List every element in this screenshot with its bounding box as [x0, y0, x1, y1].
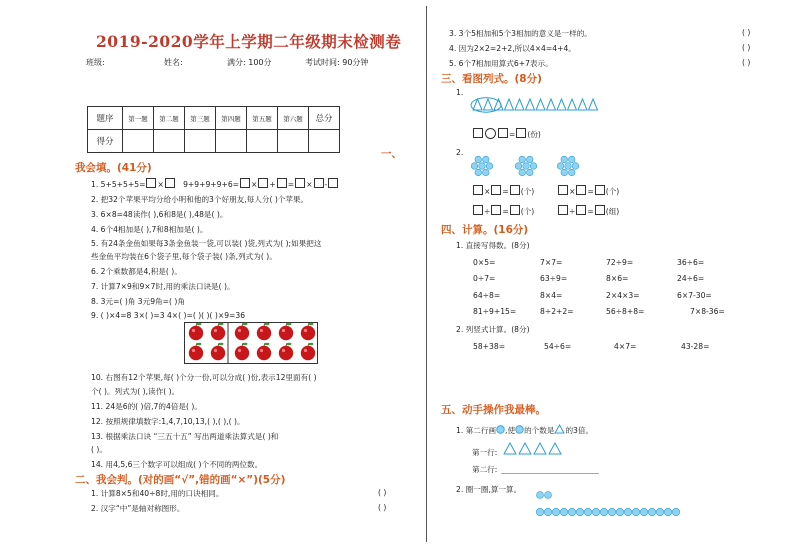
vertical-calc-item: 54÷6=	[544, 342, 572, 351]
triangle-icon	[505, 99, 514, 110]
judge-1: 1. 计算8×5和40÷8时,用的口诀相同。	[91, 489, 224, 498]
calc-item: 8×6=	[606, 274, 629, 283]
picture-1-label: 1.	[456, 88, 464, 97]
question-11: 11. 24是6的( )倍,7的4倍是( )。	[91, 402, 202, 411]
calc-item: 7×7=	[540, 258, 563, 267]
picture-2-equation-3: ÷ = (个)	[472, 205, 534, 217]
vertical-calc-item: 4×7=	[614, 342, 637, 351]
question-10b: 个( )。列式为( ),读作( )。	[91, 387, 180, 396]
judge-1-answer[interactable]: ( )	[378, 488, 387, 497]
apple-icon	[301, 343, 315, 360]
triangle-icon	[534, 443, 546, 454]
apple-icon	[189, 323, 203, 340]
score-header: 第五题	[247, 107, 278, 130]
dot-icon	[537, 492, 544, 499]
calc-item: 81÷9+15=	[473, 307, 517, 316]
apples-image	[184, 322, 318, 364]
picture-2-equation-2: × = (个)	[557, 185, 619, 197]
operation-1: 1. 第二行画 ,使 的个数是 的3倍。	[456, 426, 594, 435]
apple-icon	[235, 343, 249, 360]
score-header: 第二题	[154, 107, 185, 130]
dot-icon	[545, 492, 552, 499]
section-4-title: 四、计算。(16分)	[441, 224, 529, 236]
judge-5-answer[interactable]: ( )	[742, 58, 751, 67]
dot-icon	[608, 508, 615, 515]
section-3-title: 三、看图列式。(8分)	[441, 73, 542, 85]
calc-item: 8×4=	[540, 291, 563, 300]
score-cell[interactable]	[216, 130, 247, 153]
apple-icon	[235, 323, 249, 340]
question-5b: 些金鱼平均装在6个袋子里,每个袋子装( )条,列式为( )。	[91, 252, 277, 261]
score-cell[interactable]	[185, 130, 216, 153]
score-header: 第四题	[216, 107, 247, 130]
question-6: 6. 2个乘数都是4,积是( )。	[91, 267, 182, 276]
question-8: 8. 3元=( )角 3元9角=( )角	[91, 297, 185, 306]
page-title: 2019-2020学年上学期二年级期末检测卷	[96, 32, 402, 51]
calc-item: 36÷6=	[677, 258, 705, 267]
score-cell[interactable]	[154, 130, 185, 153]
apple-icon	[301, 323, 315, 340]
calc-item: 64÷8=	[473, 291, 501, 300]
full-score: 满分: 100分	[227, 58, 272, 67]
score-header: 第一题	[123, 107, 154, 130]
calc-item: 72÷9=	[606, 258, 634, 267]
calc-item: 7×8-36=	[690, 307, 725, 316]
dot-icon	[568, 508, 575, 515]
dot-icon	[576, 508, 583, 515]
vertical-calc-item: 58+38=	[473, 342, 506, 351]
score-header: 总分	[309, 107, 340, 130]
circle-groups	[536, 490, 686, 520]
dot-icon	[560, 508, 567, 515]
question-7: 7. 计算7×9和9×7时,用的乘法口诀是( )。	[91, 282, 235, 291]
section-5-title: 五、动手操作我最棒。	[441, 404, 546, 416]
triangle-icon	[589, 99, 598, 110]
row-1-label: 第一行:	[472, 448, 498, 457]
judge-4: 4. 因为2×2=2+2,所以4×4=4+4。	[449, 44, 576, 53]
score-header: 第三题	[185, 107, 216, 130]
apple-icon	[257, 323, 271, 340]
dot-icon	[624, 508, 631, 515]
dot-icon	[552, 508, 559, 515]
dot-icon	[592, 508, 599, 515]
apple-icon	[189, 343, 203, 360]
score-header: 题序	[88, 107, 123, 130]
question-5a: 5. 有24条金鱼如果每3条金鱼装一袋,可以装( )袋,列式为( );如果把这	[91, 239, 322, 248]
judge-4-answer[interactable]: ( )	[742, 43, 751, 52]
flower-icon	[471, 156, 493, 176]
triangle-icon	[504, 443, 516, 454]
score-cell[interactable]	[247, 130, 278, 153]
triangle-icon	[526, 99, 535, 110]
dot-icon	[616, 508, 623, 515]
calc-item: 6×7-30=	[677, 291, 712, 300]
question-13a: 13. 根据乘法口诀 “三五十五” 写出两道乘法算式是( )和	[91, 432, 279, 441]
flower-icon	[557, 156, 579, 176]
judge-3-answer[interactable]: ( )	[742, 28, 751, 37]
score-table	[87, 106, 340, 153]
dot-icon	[584, 508, 591, 515]
dot-icon	[600, 508, 607, 515]
question-10a: 10. 右图有12个苹果,每( )个分一份,可以分成( )份,表示12里面有( )	[91, 373, 317, 382]
dot-icon	[656, 508, 663, 515]
question-9: 9. ( )×4=8 3×( )=3 4×( )=( )( )( )×9=36	[91, 311, 246, 320]
dot-icon	[632, 508, 639, 515]
calc-item: 8÷2+2=	[540, 307, 574, 316]
score-header: 第六题	[278, 107, 309, 130]
calc-item: 0÷7=	[473, 274, 496, 283]
apple-icon	[257, 343, 271, 360]
question-13b: ( )。	[91, 445, 107, 454]
calc-item: 24÷6=	[677, 274, 705, 283]
triangle-icon	[536, 99, 545, 110]
flower-icon	[515, 156, 537, 176]
triangle-icon	[484, 99, 493, 110]
triangle-icon	[568, 99, 577, 110]
dot-icon	[664, 508, 671, 515]
calc-item: 2×4×3=	[606, 291, 640, 300]
dot-icon	[544, 508, 551, 515]
row-2-answer-line[interactable]	[501, 473, 599, 474]
picture-2-label: 2.	[456, 148, 464, 157]
section-1-number: 一、	[381, 148, 402, 160]
calc-part-2: 2. 列竖式计算。(8分)	[456, 325, 530, 334]
score-cell[interactable]	[123, 130, 154, 153]
apple-icon	[211, 323, 225, 340]
triangle-icon	[557, 99, 566, 110]
vertical-calc-item: 43-28=	[681, 342, 710, 351]
calc-item: 0×5=	[473, 258, 496, 267]
section-2-title: 二、我会判。(对的画“√”,错的画“×”)(5分)	[75, 474, 286, 486]
question-1: 1. 5+5+5+5= × 9+9+9+9+6= × + = × -	[91, 178, 339, 189]
judge-2-answer[interactable]: ( )	[378, 503, 387, 512]
dot-icon	[536, 508, 543, 515]
score-row-label: 得分	[88, 130, 123, 153]
question-4: 4. 6个4相加是( ),7和8相加是( )。	[91, 225, 208, 234]
operation-2: 2. 圈一圈,算一算。	[456, 485, 522, 494]
question-14: 14. 用4,5,6三个数字可以组成( )个不同的两位数。	[91, 460, 263, 469]
triangle-icon	[578, 99, 587, 110]
score-cell[interactable]	[278, 130, 309, 153]
class-field: 班级:	[86, 58, 105, 67]
row-2-label: 第二行:	[472, 465, 498, 474]
circle-icon	[515, 425, 524, 434]
triangle-icon	[554, 424, 565, 434]
picture-2-equation-4: ÷ = (组)	[557, 205, 619, 217]
exam-time: 考试时间: 90分钟	[305, 58, 369, 67]
calc-item: 56÷8+8=	[606, 307, 645, 316]
triangle-icon	[547, 99, 556, 110]
apple-icon	[279, 323, 293, 340]
dot-icon	[672, 508, 679, 515]
row-1-triangles	[503, 442, 565, 456]
calc-item: 63÷9=	[540, 274, 568, 283]
question-2: 2. 把32个苹果平均分给小明和他的3个好朋友,每人分( )个苹果。	[91, 195, 309, 204]
flower-groups	[468, 153, 588, 179]
dot-icon	[648, 508, 655, 515]
triangle-icon	[549, 443, 561, 454]
apple-icon	[279, 343, 293, 360]
judge-5: 5. 6个7相加用算式6+7表示。	[449, 59, 553, 68]
triangle-icon	[515, 99, 524, 110]
column-divider	[426, 6, 427, 542]
name-field: 姓名:	[164, 58, 183, 67]
triangle-icon	[519, 443, 531, 454]
picture-2-equation-1: × = (个)	[472, 185, 534, 197]
judge-2: 2. 汉字“中”是轴对称图形。	[91, 504, 185, 513]
question-12: 12. 按照规律填数字:1,4,7,10,13,( ),( ),( )。	[91, 417, 245, 426]
judge-3: 3. 3个5相加和5个3相加的意义是一样的。	[449, 29, 592, 38]
question-3: 3. 6×8=48读作( ),6和8是( ),48是( )。	[91, 210, 228, 219]
score-cell[interactable]	[309, 130, 340, 153]
circle-icon	[496, 425, 505, 434]
picture-1-equation: = (份)	[472, 128, 541, 140]
dot-icon	[640, 508, 647, 515]
triangle-row	[470, 97, 602, 113]
section-1-title: 我会填。(41分)	[75, 162, 152, 174]
apple-icon	[211, 343, 225, 360]
calc-part-1: 1. 直接写得数。(8分)	[456, 241, 530, 250]
